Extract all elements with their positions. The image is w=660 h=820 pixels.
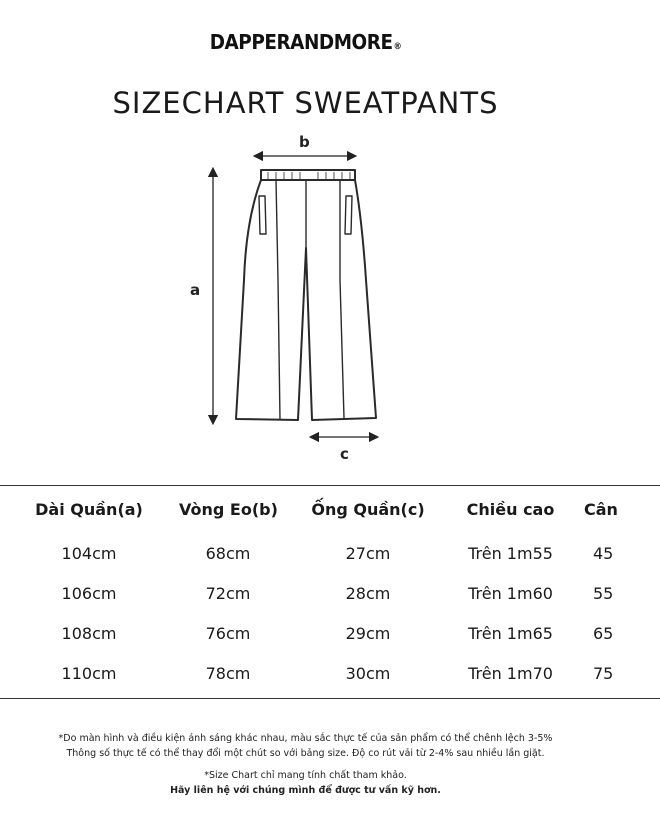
cell-waist: 72cm (205, 583, 251, 603)
cell-weight: 55 (593, 583, 614, 603)
table-row (0, 573, 660, 613)
table-row (0, 613, 660, 653)
cell-leg-opening: 30cm (345, 663, 391, 683)
note-contact: Hãy liên hệ với chúng mình để được tư vấn kỹ hơn. (170, 785, 441, 796)
dimension-label-b: b (299, 133, 310, 151)
pants-outline (236, 170, 376, 420)
cell-weight: 65 (593, 623, 614, 643)
cell-height: Trên 1m60 (468, 583, 553, 603)
note-measurement-disclaimer: Thông số thực tế có thể thay đổi một chút so với bảng size. Độ co rút vải từ 2-4% sau nhiều lần giặt. (66, 748, 545, 759)
brand-name: DAPPERANDMORE (209, 30, 393, 54)
table-header-row (0, 486, 660, 534)
header-height: Chiều cao (466, 499, 555, 519)
brand-logo (24, 30, 586, 54)
cell-waist: 76cm (205, 623, 251, 643)
page-title: SIZECHART SWEATPANTS (112, 86, 499, 120)
note-reference-only: *Size Chart chỉ mang tính chất tham khảo. (204, 770, 407, 781)
cell-weight: 75 (593, 663, 614, 683)
dimension-label-c: c (340, 445, 349, 463)
cell-weight: 45 (593, 543, 614, 563)
cell-length: 106cm (61, 583, 117, 603)
cell-length: 108cm (61, 623, 117, 643)
table-row (0, 533, 660, 573)
cell-waist: 68cm (205, 543, 251, 563)
header-length: Dài Quần(a) (35, 499, 143, 519)
note-color-disclaimer: *Do màn hình và điều kiện ánh sáng khác nhau, màu sắc thực tế của sản phẩm có thể chênh lệch 3-5% (58, 733, 553, 744)
header-leg-opening: Ống Quần(c) (311, 499, 425, 519)
pants-diagram (0, 130, 611, 475)
size-table (0, 485, 660, 699)
cell-leg-opening: 28cm (345, 583, 391, 603)
cell-leg-opening: 27cm (345, 543, 391, 563)
cell-height: Trên 1m70 (468, 663, 553, 683)
cell-length: 110cm (61, 663, 117, 683)
cell-height: Trên 1m65 (468, 623, 553, 643)
pants-illustration (0, 130, 611, 475)
cell-height: Trên 1m55 (468, 543, 553, 563)
cell-waist: 78cm (205, 663, 251, 683)
cell-length: 104cm (61, 543, 117, 563)
dimension-label-a: a (190, 281, 201, 299)
table-row (0, 653, 660, 699)
header-weight: Cân (584, 499, 618, 519)
cell-leg-opening: 29cm (345, 623, 391, 643)
registered-mark: ® (393, 42, 402, 52)
header-waist: Vòng Eo(b) (179, 499, 278, 519)
